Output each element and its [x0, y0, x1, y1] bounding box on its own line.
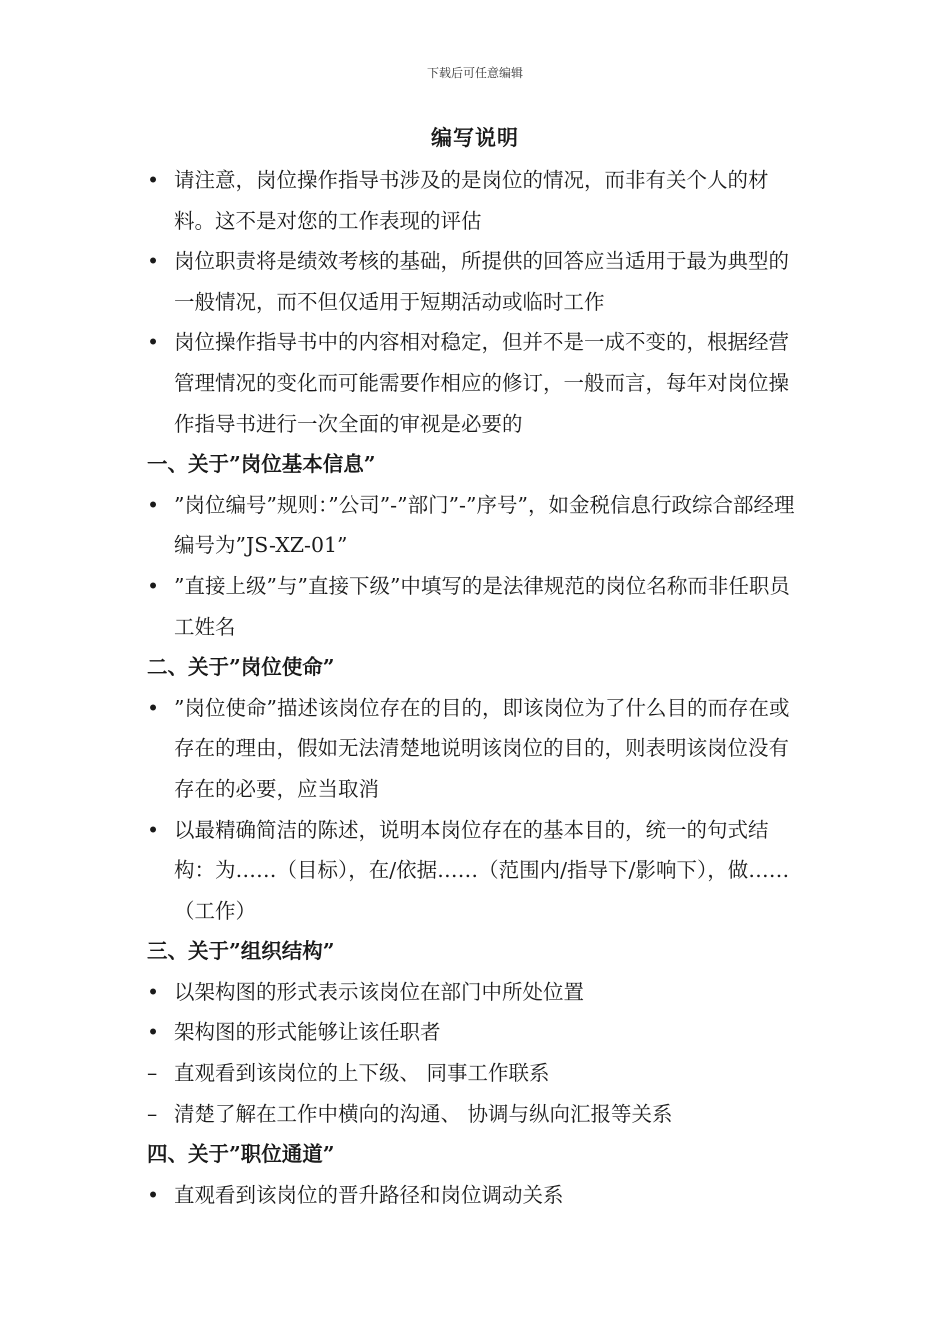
- sub-list-item-text: 直观看到该岗位的上下级、 同事工作联系: [174, 1061, 550, 1086]
- bullet-marker: •: [147, 573, 160, 598]
- list-item-text: ”直接上级”与”直接下级”中填写的是法律规范的岗位名称而非任职员工姓名: [174, 573, 790, 639]
- list-item-text: 岗位操作指导书中的内容相对稳定，但并不是一成不变的，根据经营管理情况的变化而可能需要作相应的修订，一般而言，每年对岗位操作指导书进行一次全面的审视是必要的: [174, 330, 789, 436]
- document-title: 编写说明: [431, 125, 519, 150]
- bullet-marker: •: [147, 330, 160, 355]
- list-item: [147, 566, 807, 647]
- section-heading-mission: 二、关于”岗位使命”: [147, 655, 335, 680]
- list-item: [147, 688, 807, 810]
- section-heading-career-path: 四、关于”职位通道”: [147, 1142, 335, 1167]
- list-item: [147, 485, 807, 566]
- list-item-text: ”岗位使命”描述该岗位存在的目的，即该岗位为了什么目的而存在或存在的理由，假如无法清楚地说明该岗位的目的，则表明该岗位没有存在的必要，应当取消: [174, 695, 790, 801]
- list-item-text: 以架构图的形式表示该岗位在部门中所处位置: [174, 979, 584, 1004]
- bullet-marker: •: [147, 249, 160, 274]
- section-heading-basic-info: 一、关于”岗位基本信息”: [147, 452, 376, 477]
- list-item-text: 以最精确简洁的陈述，说明本岗位存在的基本目的，统一的句式结构：为……（目标），在/依据……（范围内/指导下/影响下），做……（工作）: [174, 817, 790, 923]
- list-item: [147, 160, 807, 241]
- bullet-marker: •: [147, 1182, 160, 1207]
- list-item: [147, 241, 807, 322]
- document-body: [147, 160, 807, 1215]
- list-item-text: 请注意，岗位操作指导书涉及的是岗位的情况，而非有关个人的材料。这不是对您的工作表现的评估: [174, 168, 769, 233]
- list-item: [147, 1012, 807, 1053]
- sub-list-item-text: 清楚了解在工作中横向的沟通、 协调与纵向汇报等关系: [174, 1101, 673, 1126]
- bullet-marker: •: [147, 695, 160, 720]
- bullet-marker: •: [147, 1020, 160, 1045]
- list-item-text: ”岗位编号”规则：”公司”-”部门”-”序号”，如金税信息行政综合部经理编号为”JS-XZ-01”: [174, 492, 795, 558]
- sub-list-item: [147, 1053, 807, 1094]
- dash-marker: –: [147, 1101, 158, 1126]
- bullet-marker: •: [147, 492, 160, 517]
- bullet-marker: •: [147, 979, 160, 1004]
- list-item: [147, 322, 807, 444]
- list-item: [147, 1175, 807, 1216]
- dash-marker: –: [147, 1061, 158, 1086]
- bullet-marker: •: [147, 817, 160, 842]
- page-header-note: 下载后可任意编辑: [426, 66, 523, 80]
- list-item-text: 岗位职责将是绩效考核的基础，所提供的回答应当适用于最为典型的一般情况，而不但仅适用于短期活动或临时工作: [174, 249, 789, 314]
- section-heading-org-structure: 三、关于”组织结构”: [147, 939, 335, 964]
- sub-list-item: [147, 1094, 807, 1135]
- list-item-text: 直观看到该岗位的晋升路径和岗位调动关系: [174, 1182, 564, 1207]
- list-item-text: 架构图的形式能够让该任职者: [174, 1020, 441, 1045]
- list-item: [147, 810, 807, 932]
- list-item: [147, 972, 807, 1013]
- bullet-marker: •: [147, 168, 160, 192]
